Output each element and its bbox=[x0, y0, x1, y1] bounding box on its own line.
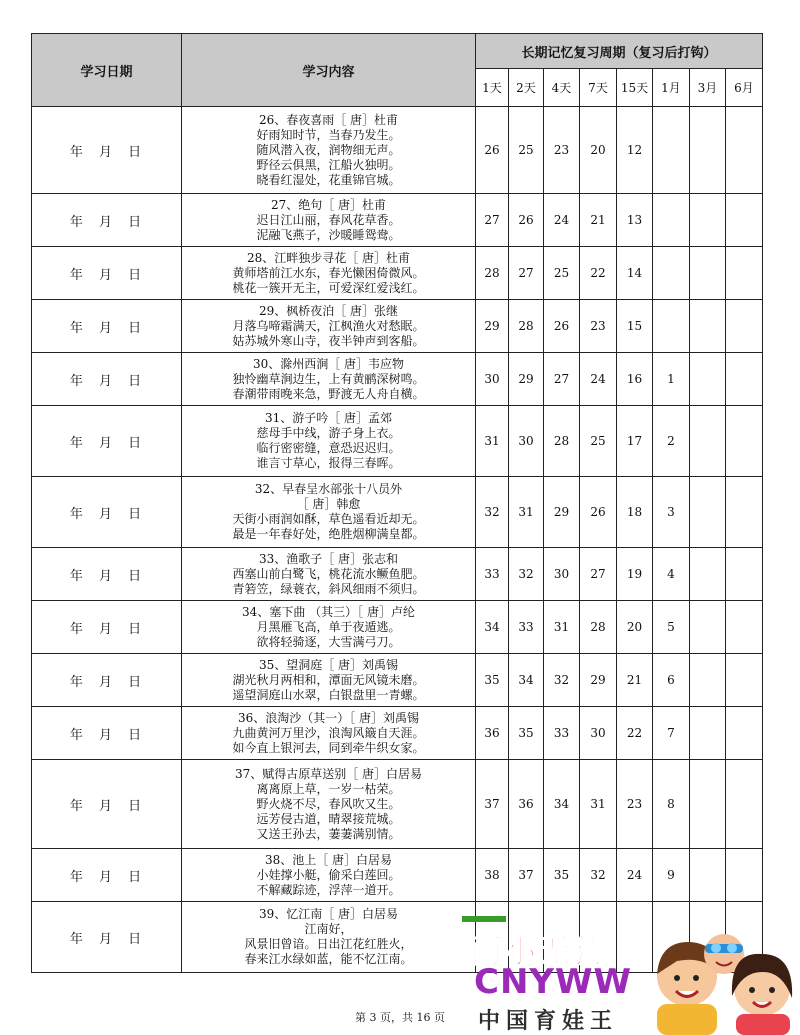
study-date-cell[interactable]: 年 月 日 bbox=[32, 654, 182, 707]
poem-content-cell bbox=[182, 548, 476, 601]
page-number: 第 3 页，共 16 页 bbox=[355, 1011, 445, 1024]
review-cell-4d[interactable]: 24 bbox=[544, 194, 580, 247]
table-row bbox=[32, 300, 763, 353]
study-date-cell[interactable]: 年 月 日 bbox=[32, 107, 182, 194]
poem-line: 青箬笠，绿蓑衣，斜风细雨不须归。 bbox=[232, 581, 425, 596]
review-cell-2d[interactable]: 32 bbox=[509, 548, 544, 601]
poem-line: 慈母手中线，游子身上衣。 bbox=[256, 426, 401, 440]
review-cell-3m[interactable] bbox=[690, 654, 726, 707]
review-cell-6m[interactable] bbox=[726, 849, 763, 902]
poem-line: 独怜幽草涧边生，上有黄鹂深树鸣。 bbox=[232, 371, 425, 386]
poem-content-cell bbox=[182, 707, 476, 760]
poem-content-cell bbox=[182, 601, 476, 654]
review-cell-6m[interactable] bbox=[726, 548, 763, 601]
review-cell-6m[interactable] bbox=[726, 247, 763, 300]
table-row bbox=[32, 107, 763, 194]
review-cell-6m[interactable] bbox=[726, 300, 763, 353]
review-cell-1m[interactable]: 3 bbox=[653, 477, 690, 548]
poem-title: 30、滁州西涧［ 唐］韦应物 bbox=[252, 356, 405, 371]
poem-line: 西塞山前白鹭飞，桃花流水鳜鱼肥。 bbox=[232, 566, 425, 581]
poem-content-cell bbox=[182, 247, 476, 300]
review-cell-2d[interactable]: 25 bbox=[509, 107, 544, 194]
poem-content-cell bbox=[182, 353, 476, 406]
poem-line: 最是一年春好处，绝胜烟柳满皇都。 bbox=[232, 527, 425, 541]
review-cell-1m[interactable]: 4 bbox=[653, 548, 690, 601]
poem-line: 春潮带雨晚来急，野渡无人舟自横。 bbox=[232, 386, 425, 401]
review-cell-15d[interactable]: 21 bbox=[617, 654, 653, 707]
study-date-cell[interactable]: 年 月 日 bbox=[32, 707, 182, 760]
day-header-3m: 3月 bbox=[690, 69, 726, 107]
review-cell-7d[interactable]: 28 bbox=[580, 601, 617, 654]
review-cell-15d[interactable]: 15 bbox=[617, 300, 653, 353]
poem-title: 37、赋得古原草送别［ 唐］白居易 bbox=[234, 766, 423, 781]
review-cell-2d[interactable]: 29 bbox=[509, 353, 544, 406]
review-cell-1m[interactable] bbox=[653, 247, 690, 300]
poem-line: 临行密密缝，意恐迟迟归。 bbox=[256, 441, 401, 455]
poem-title: 26、春夜喜雨［ 唐］杜甫 bbox=[258, 112, 399, 127]
study-content-header: 学习内容 bbox=[182, 34, 476, 107]
poem-title: 33、渔歌子［ 唐］张志和 bbox=[258, 551, 399, 566]
poem-content-cell bbox=[182, 194, 476, 247]
review-cell-1m[interactable]: 5 bbox=[653, 601, 690, 654]
review-cell-1m[interactable]: 1 bbox=[653, 353, 690, 406]
review-cell-1d[interactable]: 38 bbox=[476, 849, 509, 902]
kids-illustration bbox=[632, 916, 800, 1035]
review-cell-6m[interactable] bbox=[726, 406, 763, 477]
review-cell-4d[interactable]: 27 bbox=[544, 353, 580, 406]
review-cell-2d[interactable]: 31 bbox=[509, 477, 544, 548]
poem-title: 27、绝句［ 唐］杜甫 bbox=[270, 197, 387, 212]
watermark-bar bbox=[462, 916, 506, 922]
review-cell-3m[interactable] bbox=[690, 477, 726, 548]
poem-line: 野径云俱黑，江船火独明。 bbox=[256, 157, 401, 172]
poem-title: 28、江畔独步寻花［ 唐］杜甫 bbox=[246, 250, 411, 265]
review-cell-15d[interactable]: 17 bbox=[617, 406, 653, 477]
review-cell-2d[interactable]: 28 bbox=[509, 300, 544, 353]
review-cell-1d[interactable]: 28 bbox=[476, 247, 509, 300]
review-cell-1d[interactable]: 33 bbox=[476, 548, 509, 601]
poem-title: 34、塞下曲 （其三）［ 唐］卢纶 bbox=[242, 604, 415, 619]
review-cell-1d[interactable]: 26 bbox=[476, 107, 509, 194]
table-row bbox=[32, 849, 763, 902]
review-cell-15d[interactable]: 13 bbox=[617, 194, 653, 247]
poem-content-cell bbox=[182, 107, 476, 194]
review-cell-1d[interactable]: 35 bbox=[476, 654, 509, 707]
table-row bbox=[32, 406, 763, 477]
poem-line: 黄师塔前江水东，春光懒困倚微风。 bbox=[232, 265, 425, 280]
day-header-1m: 1月 bbox=[653, 69, 690, 107]
poem-title: 32、早春呈水部张十八员外 bbox=[254, 482, 403, 496]
study-date-cell[interactable]: 年 月 日 bbox=[32, 406, 182, 477]
poem-content-cell bbox=[182, 902, 476, 973]
day-header-6m: 6月 bbox=[726, 69, 763, 107]
review-cell-6m[interactable] bbox=[726, 353, 763, 406]
review-cell-7d[interactable]: 23 bbox=[580, 300, 617, 353]
poem-line: 远芳侵古道，晴翠接荒城。 bbox=[256, 811, 401, 826]
review-cell-6m[interactable] bbox=[726, 601, 763, 654]
review-cell-2d[interactable]: 30 bbox=[509, 406, 544, 477]
review-cell-7d[interactable]: 24 bbox=[580, 353, 617, 406]
review-cell-1m[interactable] bbox=[653, 194, 690, 247]
review-cell-7d[interactable]: 25 bbox=[580, 406, 617, 477]
review-cell-4d[interactable]: 23 bbox=[544, 107, 580, 194]
day-header-7d: 7天 bbox=[580, 69, 617, 107]
review-cell-4d[interactable]: 28 bbox=[544, 406, 580, 477]
review-schedule-table bbox=[31, 33, 763, 973]
review-cell-1d[interactable]: 36 bbox=[476, 707, 509, 760]
poem-content-cell bbox=[182, 849, 476, 902]
day-header-2d: 2天 bbox=[509, 69, 544, 107]
poem-line: 好雨知时节，当春乃发生。 bbox=[256, 127, 401, 142]
study-date-cell[interactable]: 年 月 日 bbox=[32, 849, 182, 902]
review-cell-1m[interactable]: 2 bbox=[653, 406, 690, 477]
review-cell-2d[interactable]: 33 bbox=[509, 601, 544, 654]
review-cell-15d[interactable]: 18 bbox=[617, 477, 653, 548]
review-cell-3m[interactable] bbox=[690, 760, 726, 849]
review-cell-15d[interactable]: 16 bbox=[617, 353, 653, 406]
poem-line: 月黑雁飞高，单于夜遁逃。 bbox=[256, 619, 401, 634]
review-cell-4d[interactable]: 35 bbox=[544, 849, 580, 902]
day-header-4d: 4天 bbox=[544, 69, 580, 107]
review-cell-2d[interactable]: 35 bbox=[509, 707, 544, 760]
review-cell-6m[interactable] bbox=[726, 654, 763, 707]
review-cell-7d[interactable]: 31 bbox=[580, 760, 617, 849]
review-cell-7d[interactable]: 32 bbox=[580, 849, 617, 902]
study-date-cell[interactable]: 年 月 日 bbox=[32, 300, 182, 353]
study-date-header: 学习日期 bbox=[32, 34, 182, 107]
study-date-cell[interactable]: 年 月 日 bbox=[32, 353, 182, 406]
poem-line: 天街小雨润如酥，草色遥看近却无。 bbox=[232, 512, 425, 526]
review-cell-1d[interactable]: 31 bbox=[476, 406, 509, 477]
poem-line: 野火烧不尽，春风吹又生。 bbox=[256, 796, 401, 811]
review-cell-7d[interactable]: 20 bbox=[580, 107, 617, 194]
review-cell-2d[interactable]: 34 bbox=[509, 654, 544, 707]
poem-content-cell bbox=[182, 477, 476, 548]
poem-line: 遥望洞庭山水翠，白银盘里一青螺。 bbox=[232, 687, 425, 702]
review-cell-2d[interactable]: 27 bbox=[509, 247, 544, 300]
review-cell-15d[interactable]: 14 bbox=[617, 247, 653, 300]
review-cell-3m[interactable] bbox=[690, 601, 726, 654]
poem-content-cell bbox=[182, 654, 476, 707]
review-cell-1d[interactable]: 37 bbox=[476, 760, 509, 849]
review-cell-4d[interactable]: 32 bbox=[544, 654, 580, 707]
poem-title: 31、游子吟［ 唐］孟郊 bbox=[264, 411, 393, 425]
table-row bbox=[32, 194, 763, 247]
review-cell-4d[interactable]: 31 bbox=[544, 601, 580, 654]
review-cell-6m[interactable] bbox=[726, 107, 763, 194]
poem-line: 迟日江山丽，春风花草香。 bbox=[256, 212, 401, 227]
poem-line: 姑苏城外寒山寺，夜半钟声到客船。 bbox=[232, 333, 425, 348]
poem-line: 湖光秋月两相和，潭面无风镜未磨。 bbox=[232, 672, 425, 687]
poem-title: 35、望洞庭［ 唐］刘禹锡 bbox=[258, 657, 399, 672]
poem-line: 春来江水绿如蓝，能不忆江南。 bbox=[244, 952, 413, 966]
poem-line: 不解藏踪迹，浮萍一道开。 bbox=[256, 882, 401, 897]
review-cell-15d[interactable]: 19 bbox=[617, 548, 653, 601]
poem-line: 如今直上银河去，同到牵牛织女家。 bbox=[232, 740, 425, 755]
review-cell-4d[interactable]: 26 bbox=[544, 300, 580, 353]
review-cell-15d[interactable]: 24 bbox=[617, 849, 653, 902]
review-cell-7d[interactable]: 26 bbox=[580, 477, 617, 548]
review-cell-15d[interactable]: 23 bbox=[617, 760, 653, 849]
review-cell-3m[interactable] bbox=[690, 194, 726, 247]
study-date-cell[interactable]: 年 月 日 bbox=[32, 601, 182, 654]
table-row bbox=[32, 707, 763, 760]
review-cell-3m[interactable] bbox=[690, 353, 726, 406]
review-cell-3m[interactable] bbox=[690, 548, 726, 601]
day-header-15d: 15天 bbox=[617, 69, 653, 107]
review-cell-4d[interactable]: 29 bbox=[544, 477, 580, 548]
review-cell-7d[interactable]: 21 bbox=[580, 194, 617, 247]
review-cell-3m[interactable] bbox=[690, 406, 726, 477]
poem-title: 38、池上［ 唐］白居易 bbox=[264, 852, 393, 867]
poem-title: 36、浪淘沙（其一）［ 唐］刘禹锡 bbox=[237, 710, 420, 725]
study-date-cell[interactable]: 年 月 日 bbox=[32, 548, 182, 601]
poem-title: 29、枫桥夜泊［ 唐］张继 bbox=[258, 303, 399, 318]
review-cell-4d[interactable]: 33 bbox=[544, 707, 580, 760]
review-cell-2d[interactable]: 36 bbox=[509, 760, 544, 849]
watermark-brand: CNYWW bbox=[474, 962, 633, 1002]
table-body bbox=[32, 107, 763, 973]
review-cell-6m[interactable] bbox=[726, 760, 763, 849]
table-row bbox=[32, 548, 763, 601]
poem-line: 泥融飞燕子，沙暖睡鸳鸯。 bbox=[256, 227, 401, 242]
review-cell-7d[interactable]: 27 bbox=[580, 548, 617, 601]
study-date-cell[interactable]: 年 月 日 bbox=[32, 194, 182, 247]
review-cell-1d[interactable]: 27 bbox=[476, 194, 509, 247]
study-date-cell[interactable]: 年 月 日 bbox=[32, 760, 182, 849]
poem-line: 晓看红湿处，花重锦官城。 bbox=[256, 172, 401, 187]
review-cell-3m[interactable] bbox=[690, 849, 726, 902]
review-cell-4d[interactable]: 34 bbox=[544, 760, 580, 849]
review-cell-2d[interactable]: 37 bbox=[509, 849, 544, 902]
study-date-cell[interactable]: 年 月 日 bbox=[32, 902, 182, 973]
poem-content-cell bbox=[182, 760, 476, 849]
poem-line: 随风潜入夜，润物细无声。 bbox=[256, 142, 401, 157]
review-cell-1d[interactable]: 29 bbox=[476, 300, 509, 353]
review-cell-1m[interactable] bbox=[653, 107, 690, 194]
review-cell-1m[interactable]: 6 bbox=[653, 654, 690, 707]
watermark-title: 两小无猜 bbox=[470, 932, 607, 970]
table-row bbox=[32, 760, 763, 849]
review-cell-6m[interactable] bbox=[726, 707, 763, 760]
poem-line: 小娃撑小艇，偷采白莲回。 bbox=[256, 867, 401, 882]
review-cell-1d[interactable]: 34 bbox=[476, 601, 509, 654]
review-cell-15d[interactable]: 20 bbox=[617, 601, 653, 654]
review-cell-4d[interactable]: 25 bbox=[544, 247, 580, 300]
poem-line: 又送王孙去，萋萋满别情。 bbox=[256, 826, 401, 841]
review-cell-1m[interactable]: 7 bbox=[653, 707, 690, 760]
poem-line: ［ 唐］韩愈 bbox=[296, 497, 361, 511]
day-header-1d: 1天 bbox=[476, 69, 509, 107]
review-cell-6m[interactable] bbox=[726, 194, 763, 247]
poem-content-cell bbox=[182, 406, 476, 477]
review-cell-3m[interactable] bbox=[690, 247, 726, 300]
review-cycle-header: 长期记忆复习周期（复习后打钩） bbox=[476, 34, 763, 69]
study-date-cell[interactable]: 年 月 日 bbox=[32, 477, 182, 548]
review-cell-7d[interactable]: 29 bbox=[580, 654, 617, 707]
poem-line: 风景旧曾谙。日出江花红胜火， bbox=[244, 937, 413, 951]
study-date-cell[interactable]: 年 月 日 bbox=[32, 247, 182, 300]
poem-line: 九曲黄河万里沙，浪淘风簸自天涯。 bbox=[232, 725, 425, 740]
review-cell-1d[interactable]: 32 bbox=[476, 477, 509, 548]
review-cell-1m[interactable]: 9 bbox=[653, 849, 690, 902]
review-cell-7d[interactable]: 30 bbox=[580, 707, 617, 760]
review-cell-2d[interactable]: 26 bbox=[509, 194, 544, 247]
watermark-subtitle: 中国育娃王 bbox=[478, 1009, 619, 1034]
poem-line: 谁言寸草心，报得三春晖。 bbox=[256, 456, 401, 470]
table-row bbox=[32, 247, 763, 300]
review-cell-1d[interactable]: 30 bbox=[476, 353, 509, 406]
review-cell-6m[interactable] bbox=[726, 477, 763, 548]
review-cell-3m[interactable] bbox=[690, 107, 726, 194]
review-cell-15d[interactable]: 12 bbox=[617, 107, 653, 194]
review-cell-7d[interactable]: 22 bbox=[580, 247, 617, 300]
poem-line: 欲将轻骑逐，大雪满弓刀。 bbox=[256, 634, 401, 649]
review-cell-3m[interactable] bbox=[690, 707, 726, 760]
table-row bbox=[32, 601, 763, 654]
poem-line: 桃花一簇开无主，可爱深红爱浅红。 bbox=[232, 280, 425, 295]
table-row bbox=[32, 654, 763, 707]
poem-content-cell bbox=[182, 300, 476, 353]
review-cell-1m[interactable]: 8 bbox=[653, 760, 690, 849]
review-cell-3m[interactable] bbox=[690, 300, 726, 353]
review-cell-1m[interactable] bbox=[653, 300, 690, 353]
table-row bbox=[32, 477, 763, 548]
table-row bbox=[32, 353, 763, 406]
poem-line: 离离原上草，一岁一枯荣。 bbox=[256, 781, 401, 796]
poem-title: 39、忆江南［ 唐］白居易 bbox=[258, 907, 399, 921]
watermark-logo bbox=[462, 916, 800, 1035]
poem-line: 月落乌啼霜满天，江枫渔火对愁眠。 bbox=[232, 318, 425, 333]
poem-line: 江南好， bbox=[304, 922, 353, 936]
review-cell-15d[interactable]: 22 bbox=[617, 707, 653, 760]
review-cell-4d[interactable]: 30 bbox=[544, 548, 580, 601]
